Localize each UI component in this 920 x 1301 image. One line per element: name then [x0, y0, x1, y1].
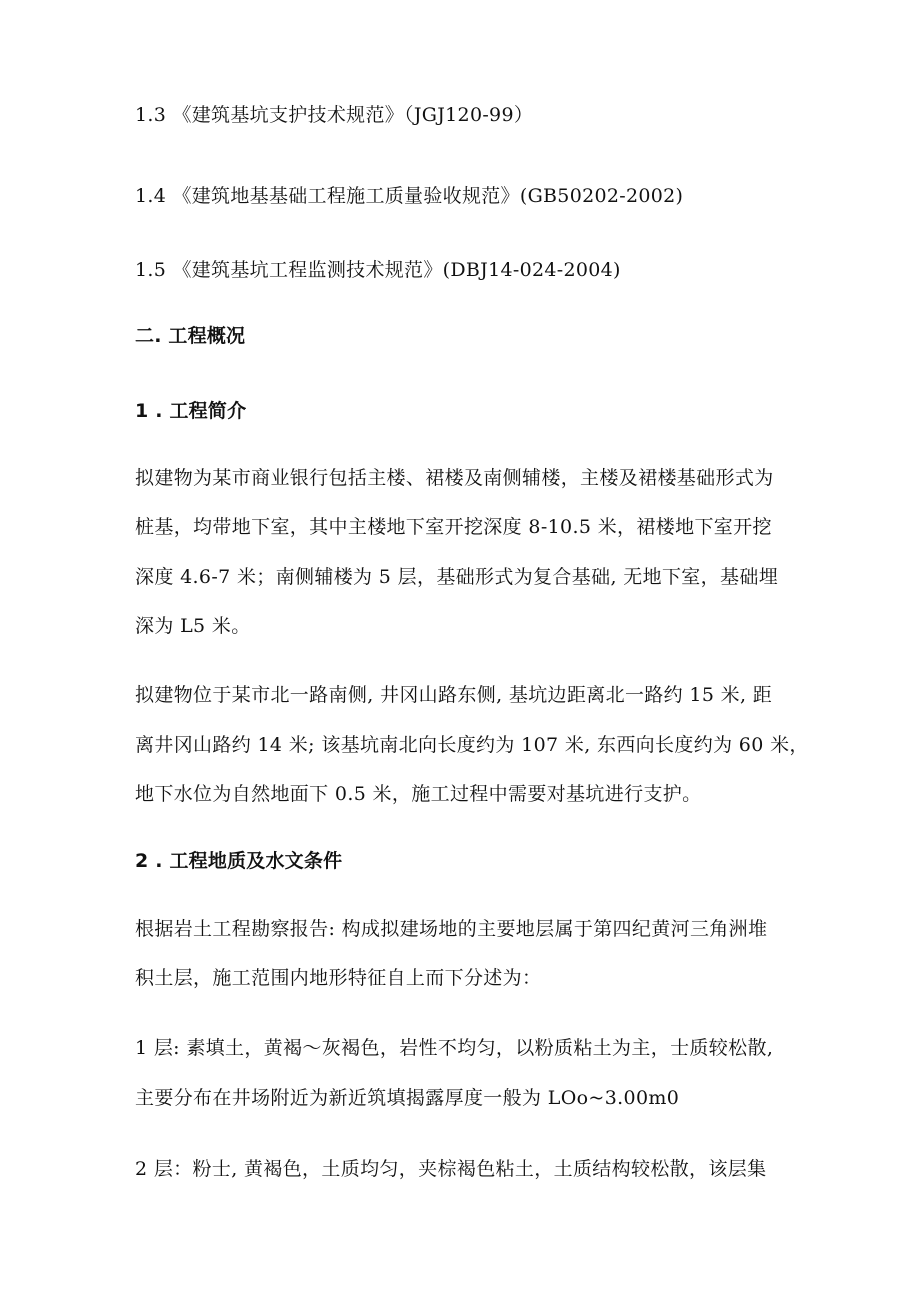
subsection-title-geology-hydrology: 2 . 工程地质及水文条件	[135, 850, 343, 872]
layer-2-line-1: 2 层：粉士, 黄褐色，土质均匀，夹棕褐色粘土，土质结构较松散，该层集	[135, 1158, 767, 1180]
geology-paragraph-line-1: 根据岩土工程勘察报告: 构成拟建场地的主要地层属于第四纪黄河三角洲堆	[135, 918, 768, 940]
reference-1-3: 1.3 《建筑基坑支护技术规范》（JGJ120-99）	[135, 104, 534, 126]
intro-paragraph-2-line-3: 地下水位为自然地面下 0.5 米，施工过程中需要对基坑进行支护。	[135, 783, 702, 805]
intro-paragraph-2-line-1: 拟建物位于某市北一路南侧, 井冈山路东侧, 基坑边距离北一路约 15 米, 距	[135, 684, 773, 706]
reference-1-5: 1.5 《建筑基坑工程监测技术规范》(DBJ14-024-2004)	[135, 259, 621, 281]
intro-paragraph-1-line-2: 桩基，均带地下室，其中主楼地下室开挖深度 8-10.5 米，裙楼地下室开挖	[135, 516, 772, 538]
intro-paragraph-1-line-3: 深度 4.6-7 米；南侧辅楼为 5 层，基础形式为复合基础, 无地下室，基础埋	[135, 566, 779, 588]
intro-paragraph-1-line-1: 拟建物为某市商业银行包括主楼、裙楼及南侧辅楼，主楼及裙楼基础形式为	[135, 467, 774, 489]
subsection-title-project-intro: 1 . 工程简介	[135, 400, 247, 422]
layer-1-line-2: 主要分布在井场附近为新近筑填揭露厚度一般为 LOo~3.00m0	[135, 1087, 680, 1109]
layer-1-line-1: 1 层: 素填土，黄褐～灰褐色，岩性不均匀，以粉质粘土为主，士质较松散,	[135, 1037, 774, 1059]
reference-1-4: 1.4 《建筑地基基础工程施工质量验收规范》(GB50202-2002)	[135, 185, 684, 207]
intro-paragraph-1-line-4: 深为 L5 米。	[135, 615, 251, 637]
section-title-project-overview: 二. 工程概况	[135, 325, 246, 347]
geology-paragraph-line-2: 积土层，施工范围内地形特征自上而下分述为：	[135, 967, 542, 989]
intro-paragraph-2-line-2: 离井冈山路约 14 米; 该基坑南北向长度约为 107 米, 东西向长度约为 60 米，	[135, 734, 809, 756]
